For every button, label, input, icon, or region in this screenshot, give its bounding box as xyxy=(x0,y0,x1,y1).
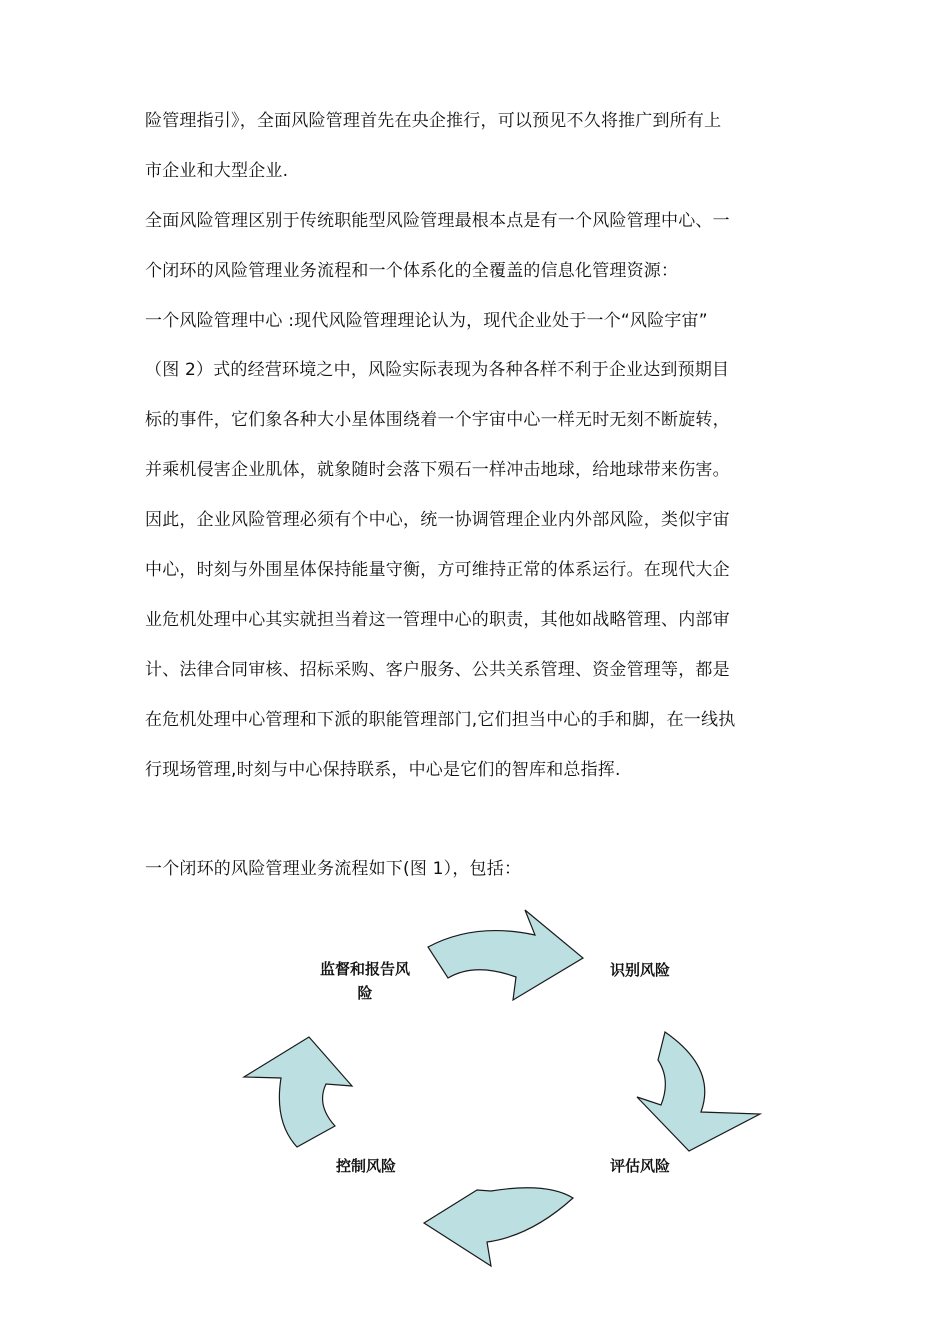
paragraph-line: 市企业和大型企业. xyxy=(145,161,289,181)
paragraph-line: 全面风险管理区别于传统职能型风险管理最根本点是有一个风险管理中心、一 xyxy=(145,211,730,231)
paragraph-line: 中心，时刻与外围星体保持能量守衡，方可维持正常的体系运行。在现代大企 xyxy=(145,560,730,580)
arrow-control-to-monitor xyxy=(244,1037,352,1147)
label-monitor-line2: 险 xyxy=(357,984,373,1002)
label-identify-risk: 识别风险 xyxy=(609,961,670,979)
paragraph-line: 行现场管理,时刻与中心保持联系，中心是它们的智库和总指挥. xyxy=(145,760,621,780)
paragraph-line: 个闭环的风险管理业务流程和一个体系化的全覆盖的信息化管理资源： xyxy=(145,261,679,281)
arrow-assess-to-control xyxy=(424,1188,573,1266)
label-control-risk: 控制风险 xyxy=(335,1157,396,1175)
paragraph-line: 一个风险管理中心 :现代风险管理理论认为，现代企业处于一个“风险宇宙” xyxy=(145,311,708,331)
label-assess-risk: 评估风险 xyxy=(609,1157,670,1175)
diagram-intro: 一个闭环的风险管理业务流程如下(图 1），包括： xyxy=(145,859,522,879)
paragraph-line: 计、法律合同审核、招标采购、客户服务、公共关系管理、资金管理等，都是 xyxy=(145,660,730,680)
label-monitor-line1: 监督和报告风 xyxy=(319,960,410,978)
paragraph-line: 业危机处理中心其实就担当着这一管理中心的职责，其他如战略管理、内部审 xyxy=(145,610,730,630)
arrow-identify-to-assess xyxy=(637,1032,760,1151)
paragraph-line: 在危机处理中心管理和下派的职能管理部门,它们担当中心的手和脚，在一线执 xyxy=(145,710,736,730)
paragraph-line: 因此，企业风险管理必须有个中心，统一协调管理企业内外部风险，类似宇宙 xyxy=(145,510,730,530)
label-monitor-report xyxy=(300,957,430,1005)
paragraph-line: （图 2）式的经营环境之中，风险实际表现为各种各样不利于企业达到预期目 xyxy=(145,360,730,380)
paragraph-line: 并乘机侵害企业肌体，就象随时会落下殒石一样冲击地球，给地球带来伤害。 xyxy=(145,460,730,480)
risk-cycle-diagram xyxy=(230,900,790,1340)
paragraph-line: 标的事件，它们象各种大小星体围绕着一个宇宙中心一样无时无刻不断旋转， xyxy=(145,410,730,430)
arrow-monitor-to-identify xyxy=(428,910,583,1000)
paragraph-line: 险管理指引》，全面风险管理首先在央企推行，可以预见不久将推广到所有上 xyxy=(145,111,722,131)
